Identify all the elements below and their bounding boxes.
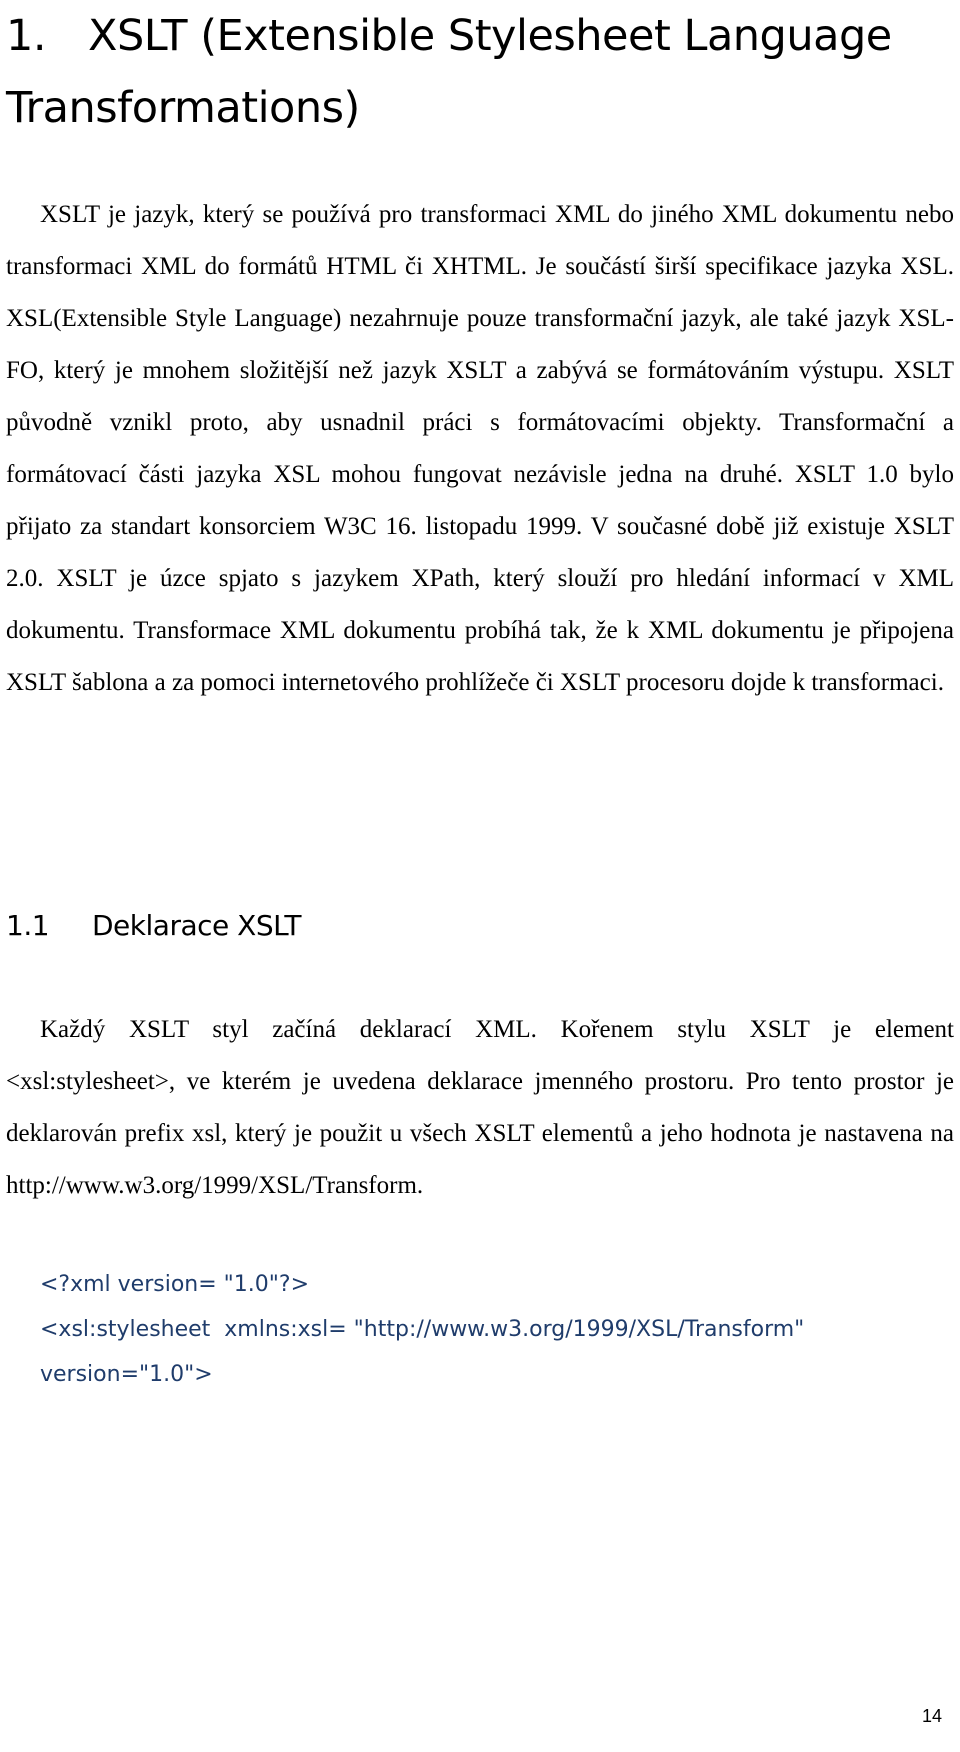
intro-paragraph: XSLT je jazyk, který se používá pro transformaci XML do jiného XML dokumentu nebo transformaci XML do formátů HTML či XHTML. Je součástí širší specifikace jazyka XSL. XSL(Extensible Style Language) nezahrnuje pouze transformační jazyk, ale také jazyk XSL-FO, který je mnohem složitější než jazyk XSLT a zabývá se formátováním výstupu. XSLT původně vznikl proto, aby usnadnil práci s formátovacími objekty. Transformační a formátovací části jazyka XSL mohou fungovat nezávisle jedna na druhé. XSLT 1.0 bylo přijato za standart konsorciem W3C 16. listopadu 1999. V současné době již existuje XSLT 2.0. XSLT je úzce spjato s jazykem XPath, který slouží pro hledání informací v XML dokumentu. Transformace XML dokumentu probíhá tak, že k XML dokumentu je připojena XSLT šablona a za pomoci internetového prohlížeče či XSLT procesoru dojde k transformaci.: [6, 201, 954, 696]
section-number: 1.1: [6, 909, 50, 942]
section-title: Deklarace XSLT: [92, 909, 301, 942]
chapter-number: 1.: [6, 11, 47, 61]
chapter-title: XSLT (Extensible Stylesheet Language Transformations): [6, 11, 892, 133]
section-paragraph: Každý XSLT styl začíná deklarací XML. Kořenem stylu XSLT je element <xsl:stylesheet>, ve kterém je uvedena deklarace jmenného prostoru. Pro tento prostor je deklarován prefix xsl, který je použit u všech XSLT elementů a jeho hodnota je nastavena na http://www.w3.org/1999/XSL/Transform.: [6, 1016, 954, 1199]
chapter-heading: [6, 0, 946, 144]
code-line-version: version="1.0">: [40, 1362, 213, 1387]
code-sample: [40, 1262, 950, 1397]
page-number: 14: [921, 1706, 942, 1726]
section-heading: [6, 904, 301, 948]
code-line-xml-declaration: <?xml version= "1.0"?>: [40, 1272, 310, 1297]
code-line-stylesheet-open: <xsl:stylesheet xmlns:xsl= "http://www.w3.org/1999/XSL/Transform": [40, 1317, 805, 1342]
